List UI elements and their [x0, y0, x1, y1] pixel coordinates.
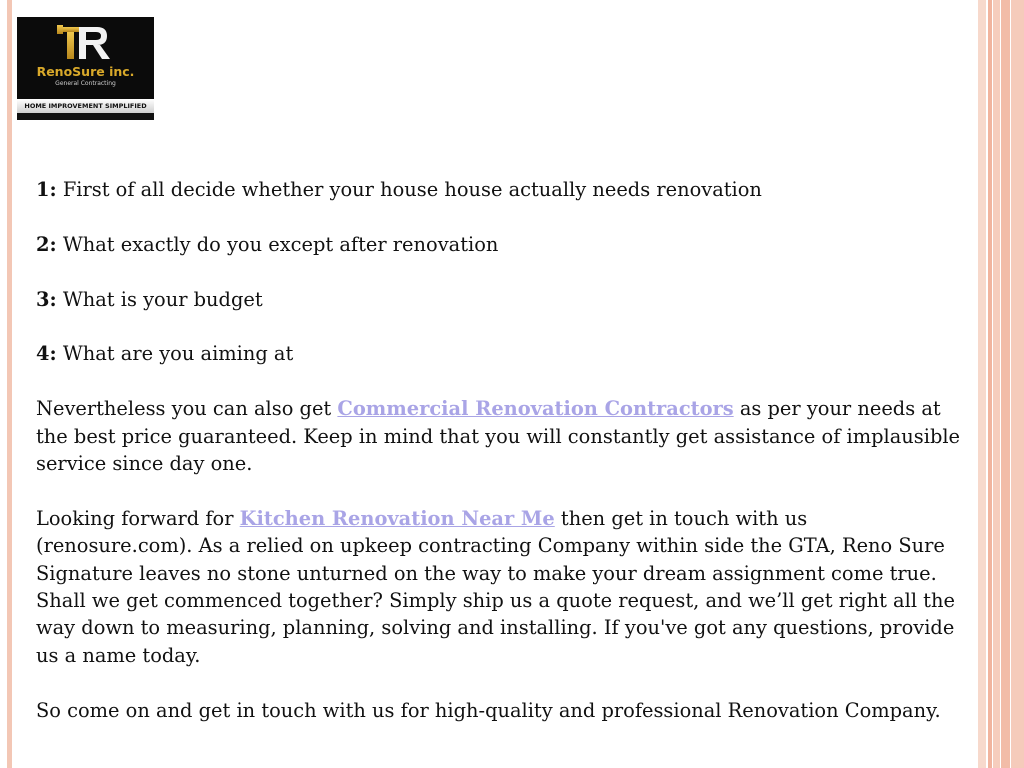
closing-paragraph: So come on and get in touch with us for high-quality and professional Renovation Company.	[36, 698, 941, 722]
commercial-paragraph	[36, 395, 961, 477]
point-item	[36, 286, 961, 313]
right-decorative-band	[1011, 0, 1024, 768]
point-number: 1:	[36, 178, 57, 201]
point-text: What is your budget	[62, 287, 263, 311]
logo-tagline: HOME IMPROVEMENT SIMPLIFIED	[17, 99, 154, 113]
point-number: 3:	[36, 287, 57, 311]
right-decorative-band	[988, 0, 992, 768]
point-item	[36, 340, 961, 367]
point-number: 2:	[36, 232, 57, 256]
company-logo	[17, 17, 154, 120]
logo-base-strip	[17, 113, 154, 120]
point-text: First of all decide whether your house house actually needs renovation	[62, 178, 762, 201]
point-text: What are you aiming at	[62, 342, 294, 366]
right-decorative-band	[993, 0, 1000, 768]
paragraph-text: then get in touch with us (renosure.com). As a relied on upkeep contracting Company within side the GTA, Reno Sure Signature leaves no stone unturned on the way to make your dream assignment come true. Shall we get commenced together? Simply ship us a quote request, and we’ll get right all the way down to measuring, planning, solving and installing. If you've got any questions, provide us a name today.	[36, 506, 955, 667]
main-content	[36, 176, 961, 751]
left-decorative-rule	[7, 0, 12, 768]
point-item	[36, 231, 961, 258]
kitchen-paragraph	[36, 505, 961, 669]
logo-company-name: RenoSure inc.	[36, 64, 135, 79]
point-text: What exactly do you except after renovation	[62, 232, 499, 256]
paragraph-text: Nevertheless you can also get	[36, 397, 338, 421]
commercial-renovation-link[interactable]: Commercial Renovation Contractors	[337, 397, 734, 421]
right-decorative-band	[978, 0, 986, 768]
point-number: 4:	[36, 342, 57, 366]
logo-subtitle: General Contracting	[55, 80, 116, 87]
right-decorative-band	[1001, 0, 1010, 768]
kitchen-renovation-link[interactable]: Kitchen Renovation Near Me	[239, 506, 555, 530]
paragraph-text: Looking forward for	[36, 506, 240, 530]
point-item	[36, 176, 961, 203]
paragraph-text: as per your needs at the best price guaranteed. Keep in mind that you will constantly get assistance of implausible service since day one.	[36, 397, 961, 475]
